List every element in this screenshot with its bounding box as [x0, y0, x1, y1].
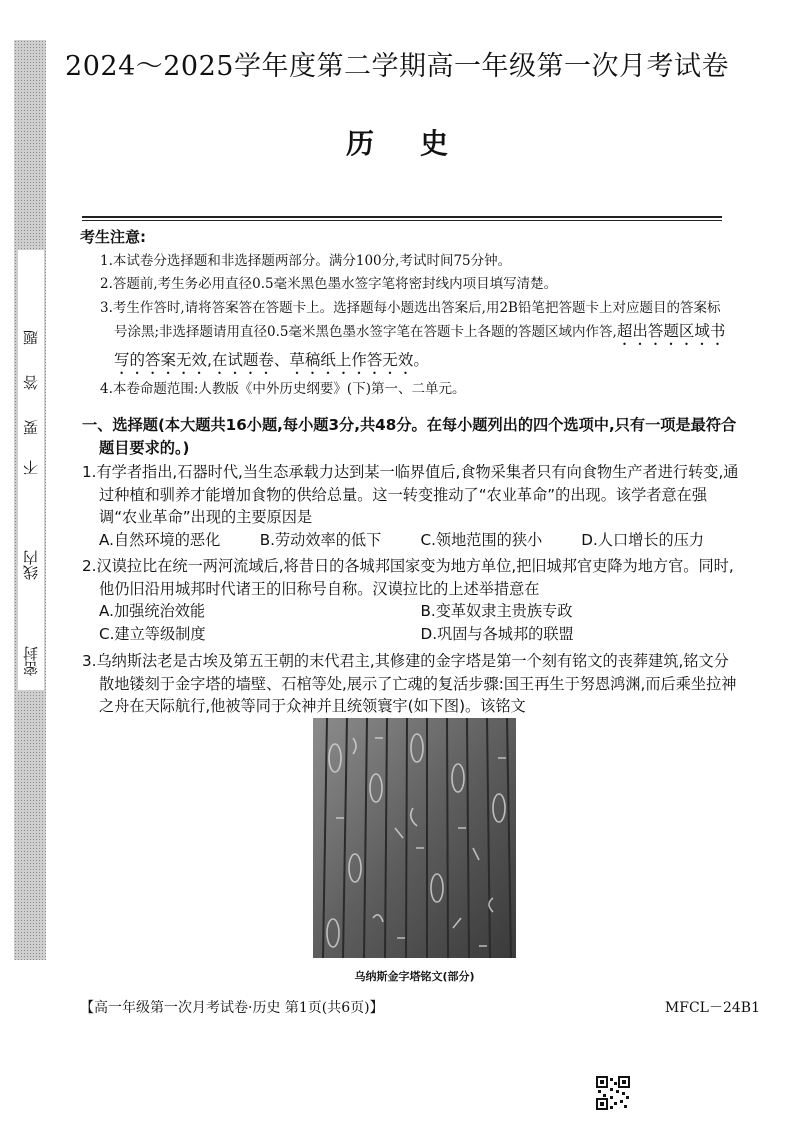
page-footer: [80, 997, 760, 1017]
options: [82, 623, 742, 646]
divider: [82, 216, 722, 218]
question-2: [82, 555, 742, 645]
option-a: A.加强统治效能: [99, 602, 206, 621]
hieroglyph-wall-image: [313, 718, 516, 958]
binding-label: 答: [22, 375, 40, 390]
notice-item: 2.答题前,考生务必用直径0.5毫米黑色墨水签字笔将密封线内项目填写清楚。: [100, 276, 558, 292]
option-c: C.建立等级制度: [99, 624, 206, 643]
notice-item-text: 3.考生作答时,请将答案答在答题卡上。选择题每小题选出答案后,用2B铅笔把答题卡上对应题目的答案标号涂黑;非选择题请用直径0.5毫米黑色墨水签字笔在答题卡上各题的答题区域内作答,: [100, 299, 721, 340]
option-b: B.变革奴隶主贵族专政: [420, 602, 573, 621]
inscription-photo: [313, 718, 516, 958]
option-c: C.领地范围的狭小: [420, 530, 543, 549]
paper-code: MFCL－24B1: [664, 1000, 760, 1016]
question-stem: 2.汉谟拉比在统一两河流域后,将昔日的各城邦国家变为地方单位,把旧城邦官吏降为地方官。同时,他仍旧沿用城邦时代诸王的旧称号自称。汉谟拉比的上述举措意在: [82, 557, 734, 598]
notice-item: 1.本试卷分选择题和非选择题两部分。满分100分,考试时间75分钟。: [100, 252, 512, 269]
option-a: A.自然环境的恶化: [99, 530, 221, 549]
option-d: D.巩固与各城邦的联盟: [420, 624, 574, 643]
binding-label: 密封: [22, 646, 40, 676]
footer-label: 【高一年级第一次月考试卷·历史 第1页(共6页)】: [80, 1000, 384, 1016]
notice-item: [80, 297, 730, 379]
question-1: [82, 461, 742, 551]
candidate-notice: [80, 226, 730, 402]
subject-title: 历史: [345, 127, 494, 160]
binding-label: 题: [22, 330, 40, 345]
exam-title: 2024～2025学年度第二学期高一年级第一次月考试卷: [65, 51, 729, 82]
question-stem: 3.乌纳斯法老是古埃及第五王朝的末代君主,其修建的金字塔是第一个刻有铭文的丧葬建筑,铭文分散地镂刻于金字塔的墙壁、石棺等处,展示了亡魂的复活步骤:国王再生于努恩鸿渊,而后乘坐拉神之舟在天际航行,他被等同于众神并且统领寰宇(如下图)。该铭文: [82, 652, 737, 716]
qr-code-icon: [596, 1076, 630, 1110]
question-stem: 1.有学者指出,石器时代,当生态承载力达到某一临界值后,食物采集者只有向食物生产者进行转变,通过种植和驯养才能增加食物的供给总量。这一转变推动了“农业革命”的出现。该学者意在强调“农业革命”出现的主要原因是: [82, 463, 739, 527]
binding-label: 不: [22, 460, 40, 475]
binding-label: 线内: [22, 550, 40, 580]
section-heading: 一、选择题(本大题共16小题,每小题3分,共48分。在每小题列出的四个选项中,只有一项是最符合题目要求的。): [82, 416, 737, 457]
binding-label: 要: [22, 420, 40, 435]
options: [82, 600, 742, 623]
binding-label-area: [18, 250, 44, 690]
divider: [82, 220, 722, 221]
notice-emphasis: 超出答题区域书写的答案无效,在试题卷、草稿纸上作答无效。: [114, 322, 726, 369]
notice-heading: 考生注意:: [80, 228, 146, 246]
options: [82, 529, 742, 552]
section-intro: [82, 414, 742, 459]
question-3: [82, 650, 742, 718]
option-d: D.人口增长的压力: [581, 530, 705, 549]
notice-item: 4.本卷命题范围:人教版《中外历史纲要》(下)第一、二单元。: [100, 381, 466, 397]
option-b: B.劳动效率的低下: [259, 530, 382, 549]
figure-caption: 乌纳斯金字塔铭文(部分): [354, 970, 475, 983]
